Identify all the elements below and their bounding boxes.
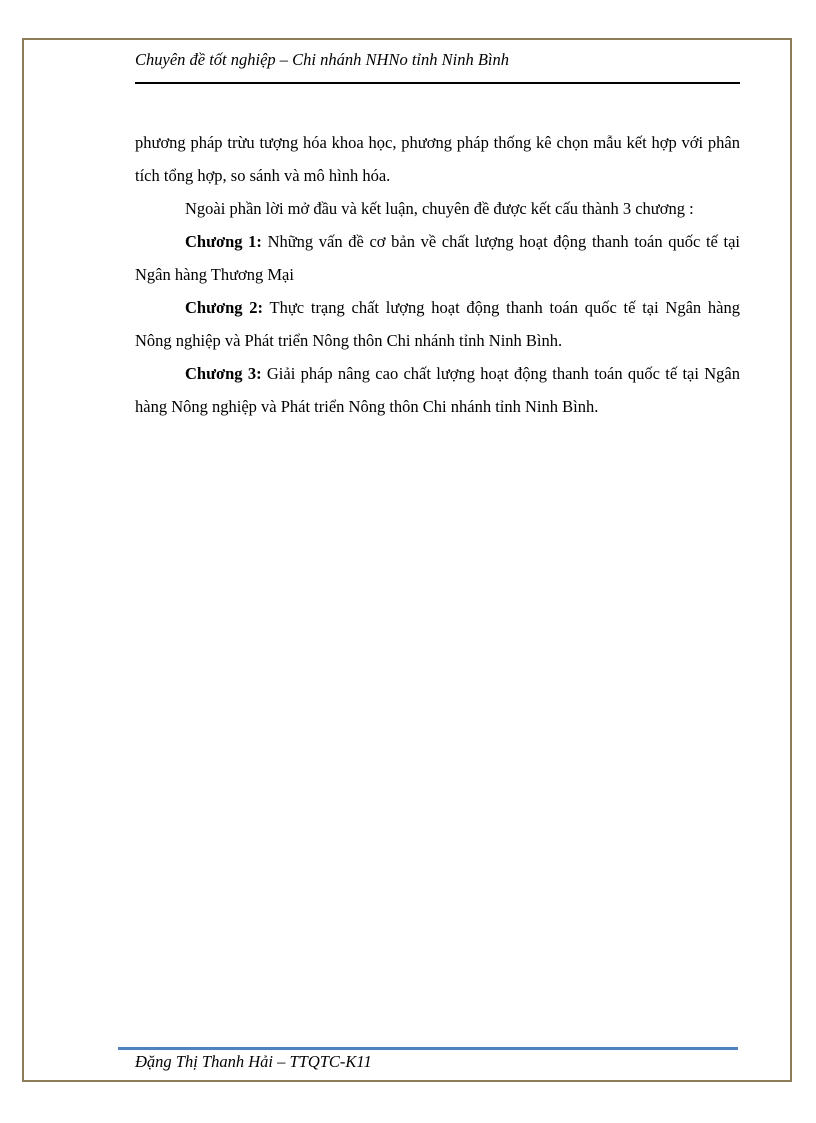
page-header-title: Chuyên đề tốt nghiệp – Chi nhánh NHNo tỉnh Ninh Bình bbox=[135, 50, 509, 69]
chapter-3-label: Chương 3: bbox=[185, 364, 262, 383]
chapter-2-text: Thực trạng chất lượng hoạt động thanh toán quốc tế tại Ngân hàng Nông nghiệp và Phát triển Nông thôn Chi nhánh tỉnh Ninh Bình. bbox=[135, 298, 740, 350]
chapter-1-text: Những vấn đề cơ bản về chất lượng hoạt động thanh toán quốc tế tại Ngân hàng Thương Mại bbox=[135, 232, 740, 284]
header-divider bbox=[135, 82, 740, 84]
chapter-1-paragraph bbox=[135, 225, 740, 291]
chapter-3-text: Giải pháp nâng cao chất lượng hoạt động thanh toán quốc tế tại Ngân hàng Nông nghiệp và Phát triển Nông thôn Chi nhánh tỉnh Ninh Bình. bbox=[135, 364, 740, 416]
chapter-2-label: Chương 2: bbox=[185, 298, 264, 317]
footer-divider bbox=[118, 1047, 738, 1050]
chapter-3-paragraph bbox=[135, 357, 740, 423]
chapter-2-paragraph bbox=[135, 291, 740, 357]
page-footer-author: Đặng Thị Thanh Hải – TTQTC-K11 bbox=[135, 1052, 372, 1071]
chapter-1-label: Chương 1: bbox=[185, 232, 262, 251]
paragraph-structure: Ngoài phần lời mở đầu và kết luận, chuyên đề được kết cấu thành 3 chương : bbox=[185, 199, 694, 218]
document-body bbox=[135, 126, 740, 423]
paragraph-methods: phương pháp trừu tượng hóa khoa học, phương pháp thống kê chọn mẫu kết hợp với phân tích tổng hợp, so sánh và mô hình hóa. bbox=[135, 133, 740, 185]
